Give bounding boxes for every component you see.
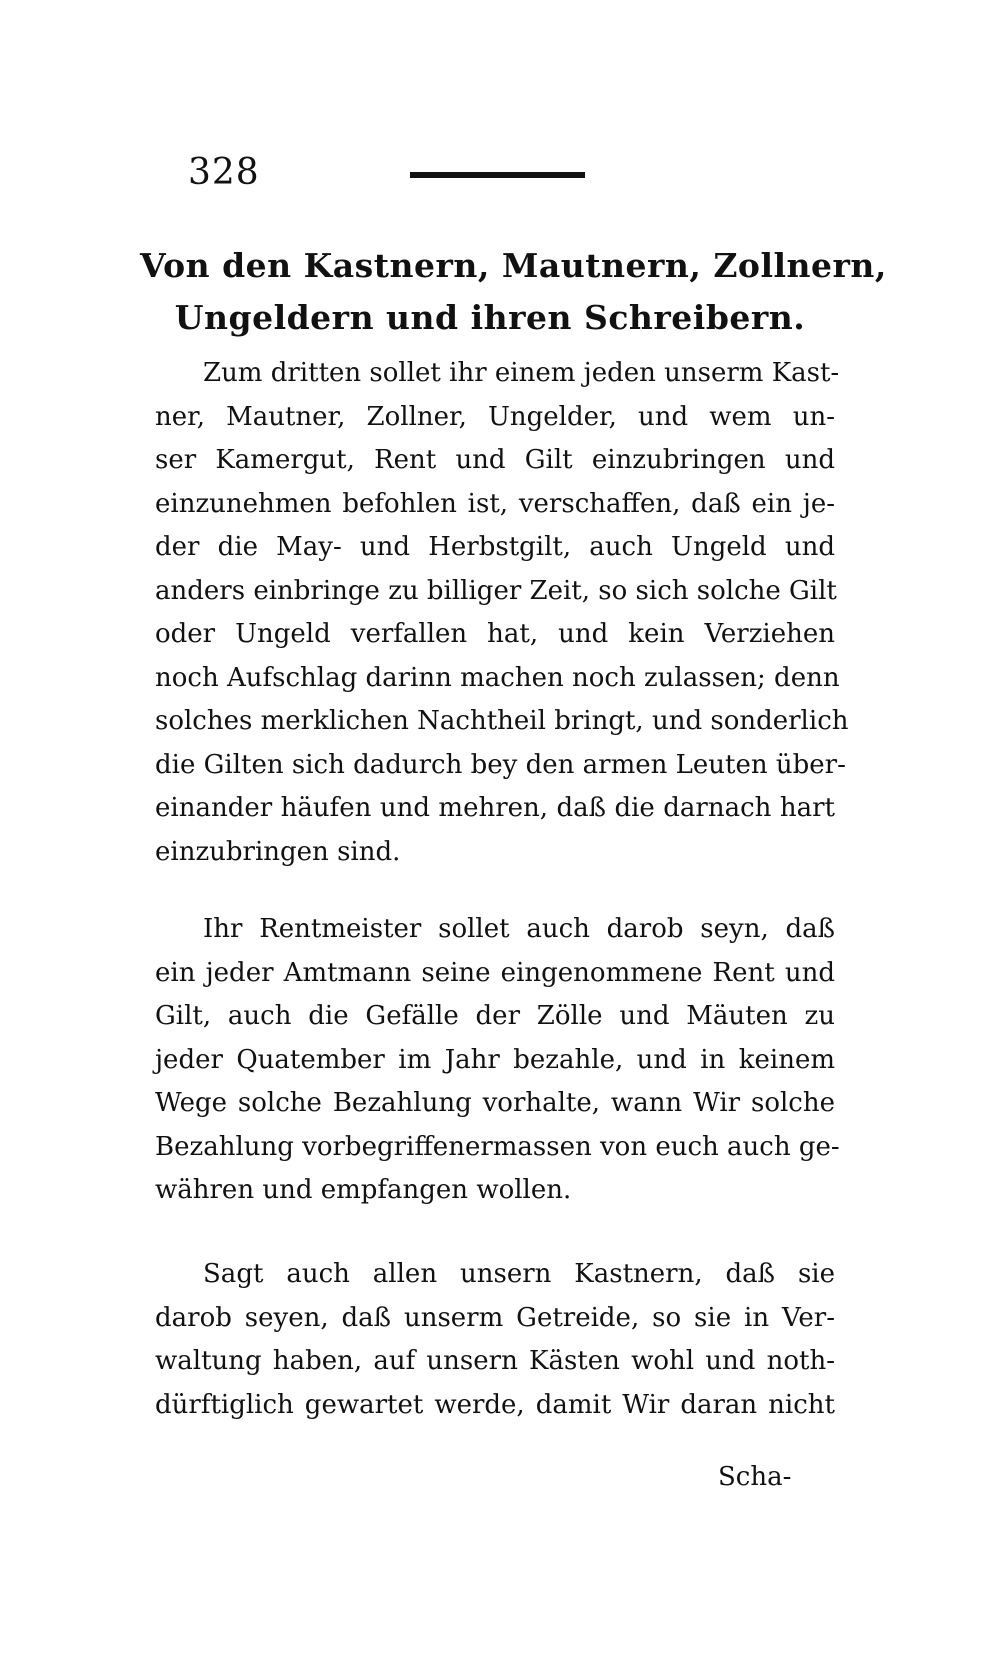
text-line: Gilt, auch die Gefälle der Zölle und Mäuten zu [155, 1001, 835, 1031]
text-line: Zum dritten sollet ihr einem jeden unserm Kast- [203, 358, 840, 388]
text-line: darob seyen, daß unserm Getreide, so sie in Ver- [155, 1302, 835, 1333]
paragraph-3 [155, 1253, 835, 1427]
text-line: dürftiglich gewartet werde, damit Wir daran nicht [155, 1389, 835, 1420]
text-line: oder Ungeld verfallen hat, und kein Verziehen [155, 619, 835, 649]
text-line: solches merklichen Nachtheil bringt, und sonderlich [155, 706, 849, 736]
text-line: anders einbringe zu billiger Zeit, so sich solche Gilt [155, 575, 837, 606]
paragraph-2 [155, 908, 840, 1213]
paragraph-1 [155, 352, 849, 874]
header-rule [410, 172, 585, 178]
text-line: einzunehmen befohlen ist, verschaffen, daß ein je- [155, 488, 835, 519]
text-line: der die May- und Herbstgilt, auch Ungeld und [155, 532, 835, 562]
section-heading [140, 240, 887, 344]
text-line: Sagt auch allen unsern Kastnern, daß sie [203, 1259, 835, 1289]
text-line: noch Aufschlag darinn machen noch zulassen; denn [155, 662, 840, 693]
heading-line: Von den Kastnern, Mautnern, Zollnern, [140, 246, 887, 285]
text-line: Bezahlung vorbegriffenermassen von euch auch ge- [155, 1131, 840, 1162]
text-line: ser Kamergut, Rent und Gilt einzubringen und [155, 445, 835, 475]
text-line: ein jeder Amtmann seine eingenommene Rent und [155, 957, 835, 988]
text-line: Wege solche Bezahlung vorhalte, wann Wir solche [155, 1088, 835, 1118]
text-line: die Gilten sich dadurch bey den armen Leuten über- [155, 749, 846, 780]
catchword: Scha- [718, 1462, 792, 1492]
page-number: 328 [188, 152, 260, 193]
text-line: einander häufen und mehren, daß die darnach hart [155, 793, 835, 823]
text-line: jeder Quatember im Jahr bezahle, und in keinem [155, 1044, 835, 1075]
text-line: währen und empfangen wollen. [155, 1175, 572, 1205]
text-line: ner, Mautner, Zollner, Ungelder, und wem un- [155, 401, 835, 432]
heading-line: Ungeldern und ihren Schreibern. [174, 298, 806, 337]
text-line: einzubringen sind. [155, 836, 401, 867]
text-line: Ihr Rentmeister sollet auch darob seyn, daß [203, 914, 835, 944]
text-line: waltung haben, auf unsern Kästen wohl und noth- [155, 1346, 835, 1376]
